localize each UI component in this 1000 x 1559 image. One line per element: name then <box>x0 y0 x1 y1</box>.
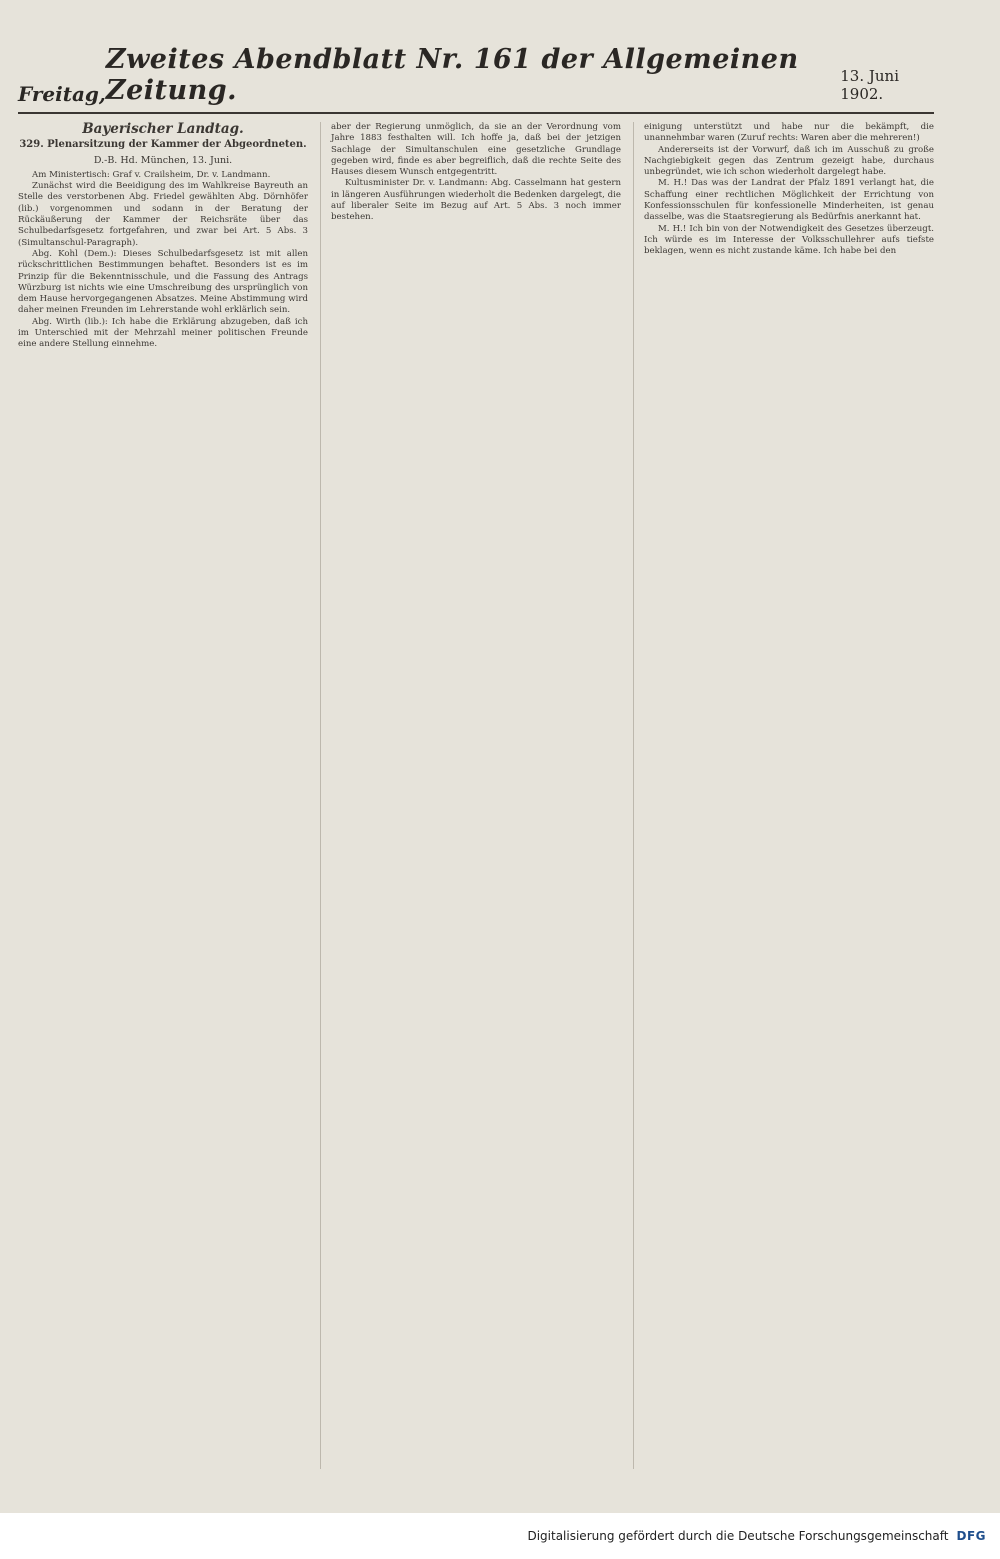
masthead-title: Zweites Abendblatt Nr. 161 der Allgemeinen Zeitung. <box>105 44 799 106</box>
article-heading: Bayerischer Landtag. <box>82 122 244 137</box>
column-2 <box>320 122 621 1469</box>
paragraph: aber der Regierung unmöglich, da sie an der Verordnung vom Jahre 1883 festhalten will. Ich hoffe ja, daß bei der jetzigen Sachlage der Simultanschulen eine gesetzliche Grundlage gegeben wird, finde es aber begreiflich, daß die rechte Seite des Hauses diesem Wunsch entgegentritt. <box>331 122 621 178</box>
column-3 <box>633 122 934 1469</box>
paragraph: Kultusminister Dr. v. Landmann: Abg. Casselmann hat gestern in längeren Ausführungen wiederholt die Bedenken dargelegt, die auf liberaler Seite im Bezug auf Art. 5 Abs. 3 noch immer bestehen. <box>331 178 621 223</box>
paragraph: Abg. Wirth (lib.): Ich habe die Erklärung abzugeben, daß ich im Unterschied mit der Mehrzahl meiner politischen Freunde eine andere Stellung einnehme. <box>18 316 308 350</box>
column-1 <box>18 122 308 1469</box>
paragraph: Andererseits ist der Vorwurf, daß ich im Ausschuß zu große Nachgiebigkeit gegen das Zentrum gezeigt habe, durchaus unbegründet, wie ich schon wiederholt dargelegt habe. <box>644 144 934 178</box>
masthead-date: 13. Juni 1902. <box>840 67 899 103</box>
paragraph: Abg. Kohl (Dem.): Dieses Schulbedarfsgesetz ist mit allen rückschrittlichen Bestimmungen behaftet. Besonders ist es im Prinzip für die Bekenntnisschule, und die Fassung des Antrags Würzburg ist nichts wie eine Umschreibung des ursprünglich von dem Hause hervorgegangenen Absatzes. Meine Abstimmung wird daher meinen Freunden im Lehrerstande wohl erklärlich sein. <box>18 248 308 316</box>
digitization-credit: Digitalisierung gefördert durch die Deutsche Forschungsgemeinschaft <box>527 1529 949 1543</box>
paragraph: Am Ministertisch: Graf v. Crailsheim, Dr. v. Landmann. <box>32 169 271 180</box>
paragraph: M. H.! Das was der Landrat der Pfalz 1891 verlangt hat, die Schaffung einer rechtlichen Möglichkeit der Errichtung von Konfessionsschulen für konfessionelle Minderheiten, ist genau dasselbe, was die Staatsregierung als Bedürfnis anerkannt hat. <box>644 178 934 223</box>
text-columns <box>18 122 934 1469</box>
dfg-logo: DFG <box>956 1529 986 1543</box>
masthead-day: Freitag, <box>18 82 106 106</box>
article-subheading: 329. Plenarsitzung der Kammer der Abgeordneten. <box>19 139 307 151</box>
paragraph: Zunächst wird die Beeidigung des im Wahlkreise Bayreuth an Stelle des verstorbenen Abg. Friedel gewählten Abg. Dörnhöfer (lib.) vorgenommen und sodann in der Beratung der Rückäußerung der Kammer der Reichsräte über das Schulbedarfsgesetz fortgefahren, und zwar bei Art. 5 Abs. 3 (Simultanschul-Paragraph). <box>18 181 308 248</box>
masthead <box>18 44 934 114</box>
digitization-credit-bar <box>0 1513 1000 1559</box>
article-dateline: D.-B. Hd. München, 13. Juni. <box>93 154 233 166</box>
paragraph: M. H.! Ich bin von der Notwendigkeit des Gesetzes überzeugt. Ich würde es im Interesse der Volksschullehrer aufs tiefste beklagen, wenn es nicht zustande käme. Ich habe bei den <box>644 223 934 257</box>
paragraph: einigung unterstützt und habe nur die bekämpft, die unannehmbar waren (Zuruf rechts: Waren aber die mehreren!) <box>644 122 934 144</box>
